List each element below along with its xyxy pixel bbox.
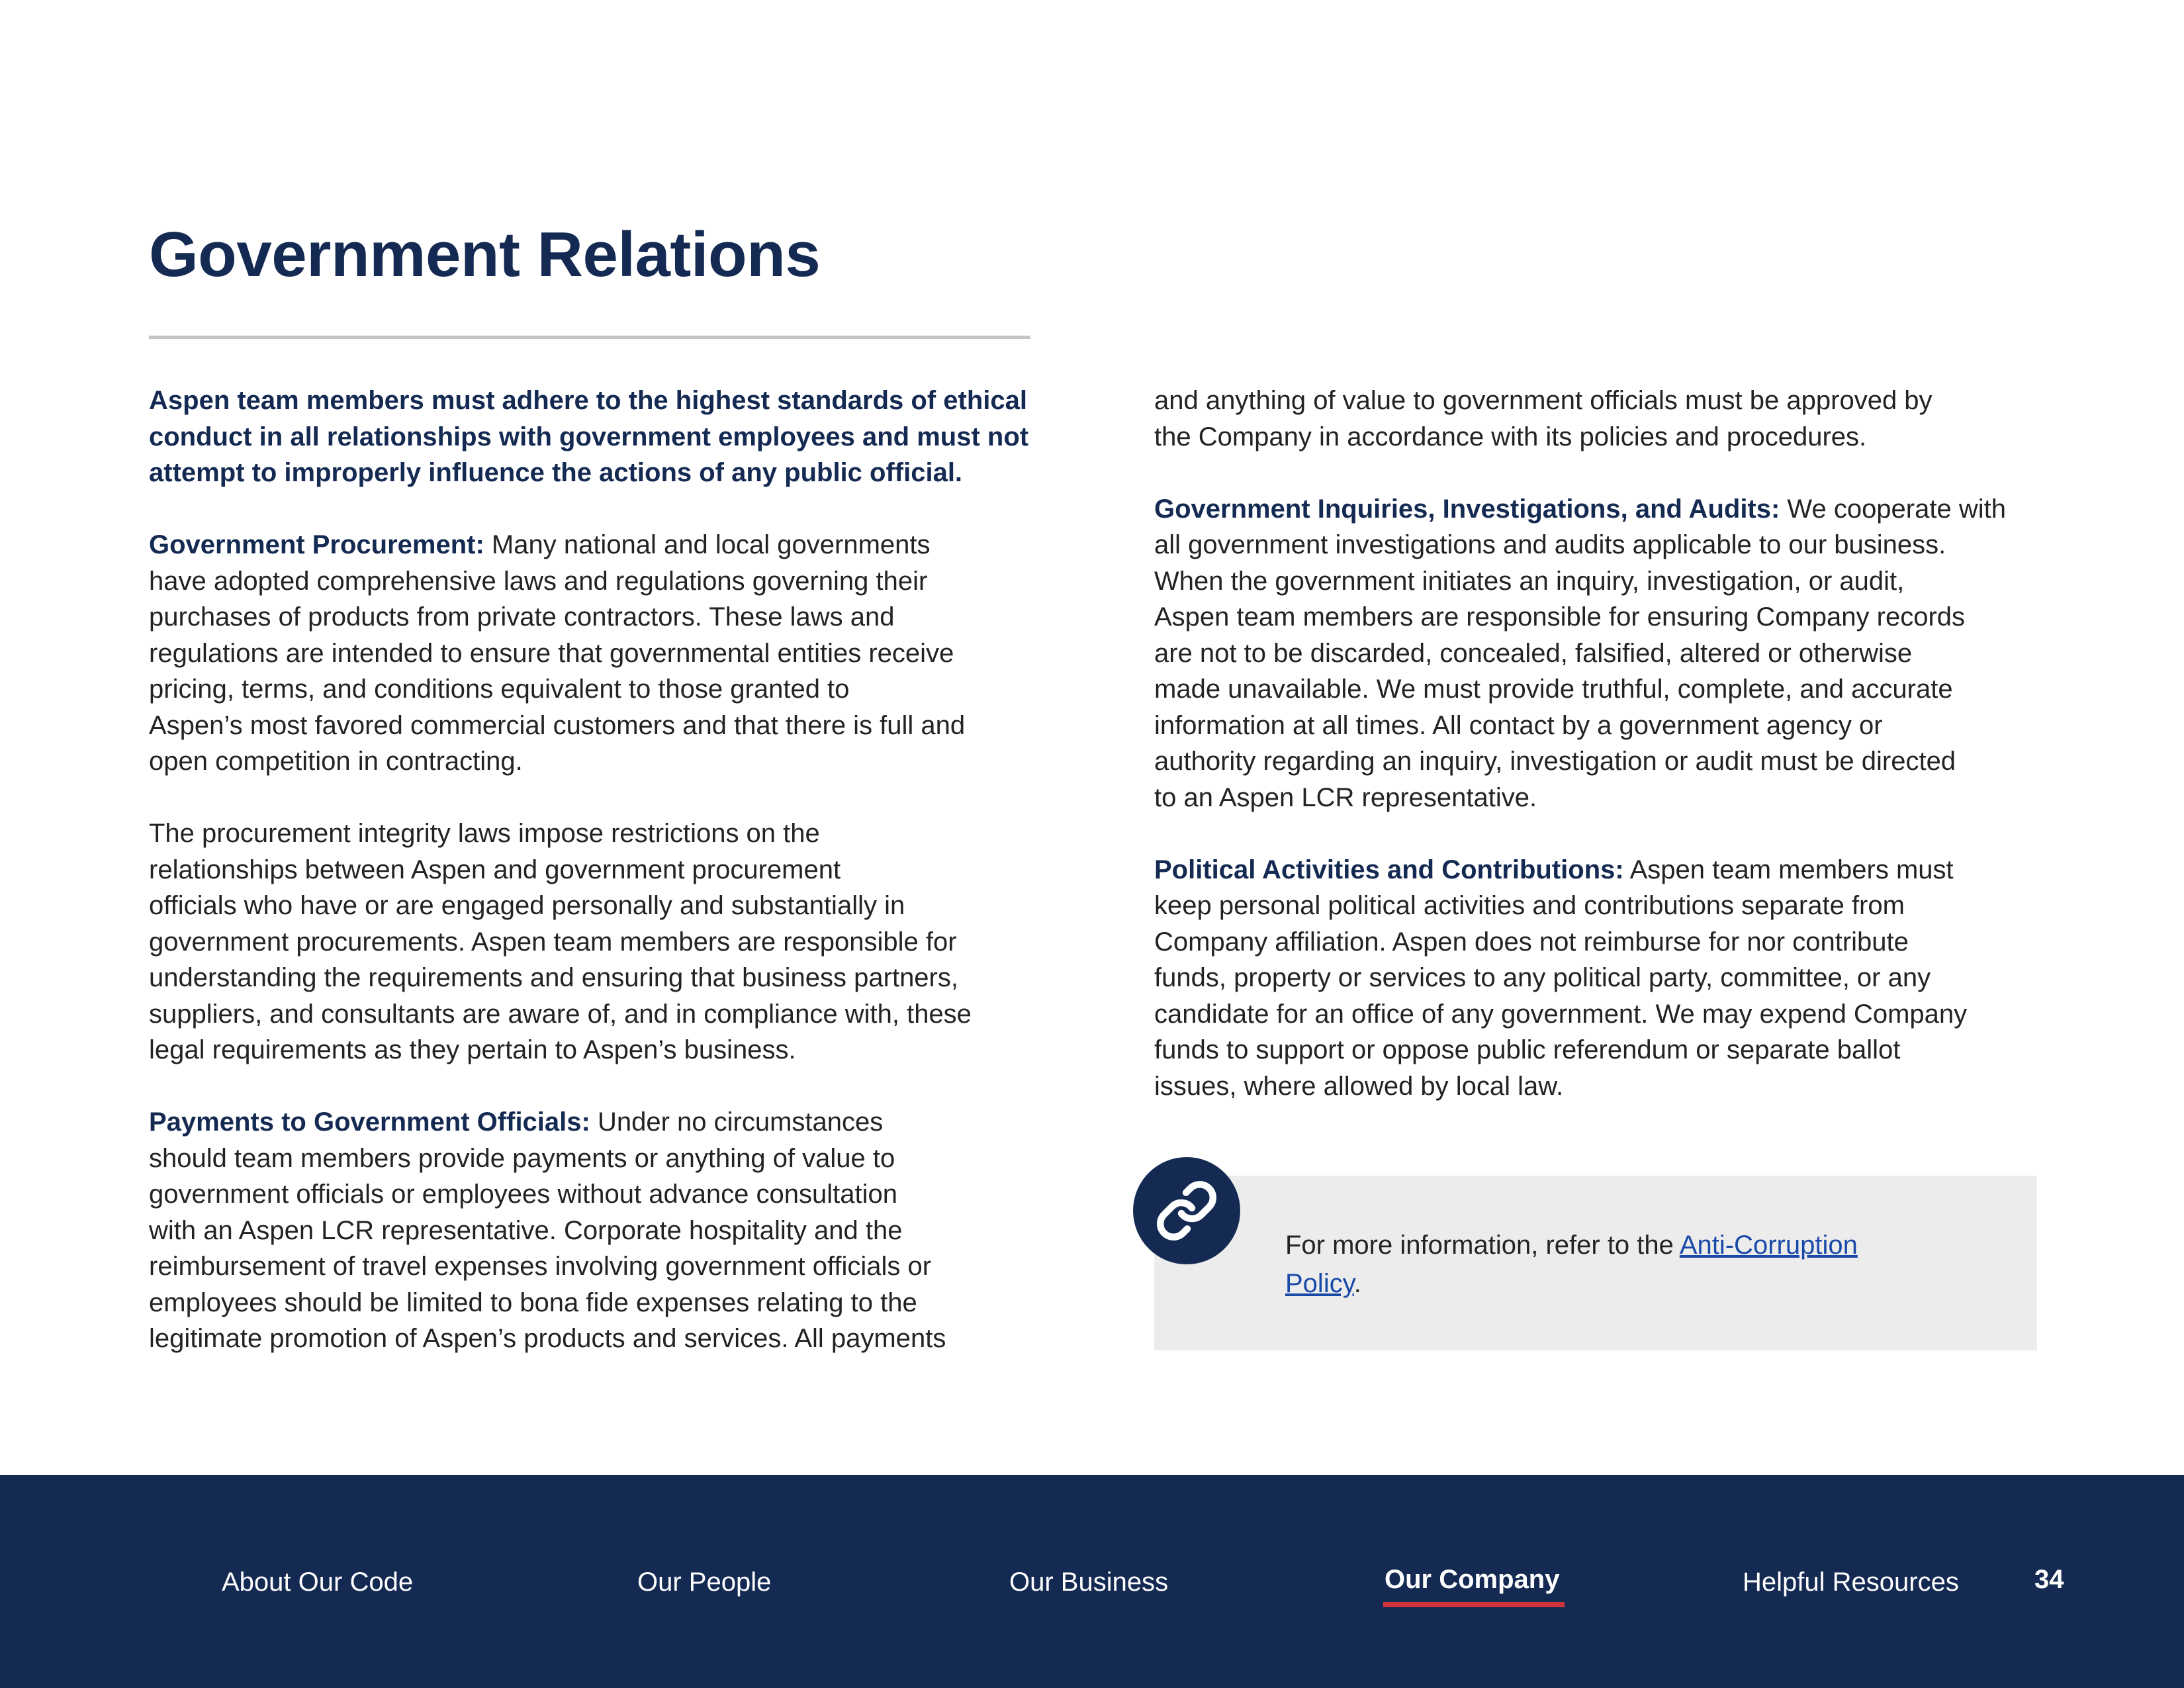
- procurement-paragraph: Government Procurement: Many national and local governments have adopted comprehensive laws and regulations governing their purchases of products from private contractors. These laws and regulations are intended to ensure that governmental entities receive pricing, terms, and conditions equivalent to those granted to Aspen’s most favored commercial customers and that there is full and open competition in contracting.: [149, 530, 966, 776]
- political-paragraph: Political Activities and Contributions: Aspen team members must keep personal political activities and contributions separate from Company affiliation. Aspen does not reimburse for nor contribute funds, property or services to any political party, committee, or any candidate for an office of any government. We may expend Company funds to support or oppose public referendum or separate ballot issues, where allowed by local law.: [1154, 855, 1968, 1101]
- nav-about-our-code[interactable]: About Our Code: [222, 1568, 414, 1597]
- nav-our-company[interactable]: Our Company: [1385, 1565, 1560, 1594]
- intro-paragraph: Aspen team members must adhere to the highest standards of ethical conduct in all relationships with government employees and must not attempt to improperly influence the actions of any public official.: [149, 386, 1029, 487]
- left-column: [149, 383, 1036, 1357]
- political-heading: Political Activities and Contributions:: [1154, 855, 1624, 884]
- link-icon: [1133, 1157, 1240, 1264]
- active-nav-indicator: [1383, 1602, 1565, 1607]
- anti-corruption-policy-link[interactable]: Anti-Corruption Policy: [1285, 1231, 1858, 1298]
- payments-heading: Payments to Government Officials:: [149, 1107, 590, 1137]
- integrity-paragraph: The procurement integrity laws impose restrictions on the relationships between Aspen and government procurement officials who have or are engaged personally and substantially in government procurements. Aspen team members are responsible for understanding the requirements and ensuring that business partners, suppliers, and consultants are aware of, and in compliance with, these legal requirements as they pertain to Aspen’s business.: [149, 819, 972, 1064]
- nav-our-business[interactable]: Our Business: [1009, 1568, 1169, 1597]
- inquiries-paragraph: Government Inquiries, Investigations, and Audits: We cooperate with all government investigations and audits applicable to our business. When the government initiates an inquiry, investigation, or audit, Aspen team members are responsible for ensuring Company records are not to be discarded, concealed, falsified, altered or otherwise made unavailable. We must provide truthful, complete, and accurate information at all times. All contact by a government agency or authority regarding an inquiry, investigation or audit must be directed to an Aspen LCR representative.: [1154, 494, 2006, 812]
- callout-text: For more information, refer to the Anti-Corruption Policy.: [1285, 1231, 1858, 1298]
- payments-continued-paragraph: and anything of value to government officials must be approved by the Company in accordance with its policies and procedures.: [1154, 386, 1933, 451]
- payments-paragraph: Payments to Government Officials: Under no circumstances should team members provide payments or anything of value to government officials or employees without advance consultation with an Aspen LCR representative. Corporate hospitality and the reimbursement of travel expenses involving government officials or employees should be limited to bona fide expenses relating to the legitimate promotion of Aspen’s products and services. All payments: [149, 1107, 946, 1353]
- inquiries-heading: Government Inquiries, Investigations, and Audits:: [1154, 494, 1780, 524]
- procurement-heading: Government Procurement:: [149, 530, 484, 559]
- nav-helpful-resources[interactable]: Helpful Resources: [1743, 1568, 1959, 1597]
- page-number: 34: [2034, 1565, 2064, 1594]
- nav-our-people[interactable]: Our People: [637, 1568, 772, 1597]
- page-title: Government Relations: [149, 219, 821, 290]
- title-divider: [149, 336, 1030, 339]
- right-column: [1154, 383, 2041, 1104]
